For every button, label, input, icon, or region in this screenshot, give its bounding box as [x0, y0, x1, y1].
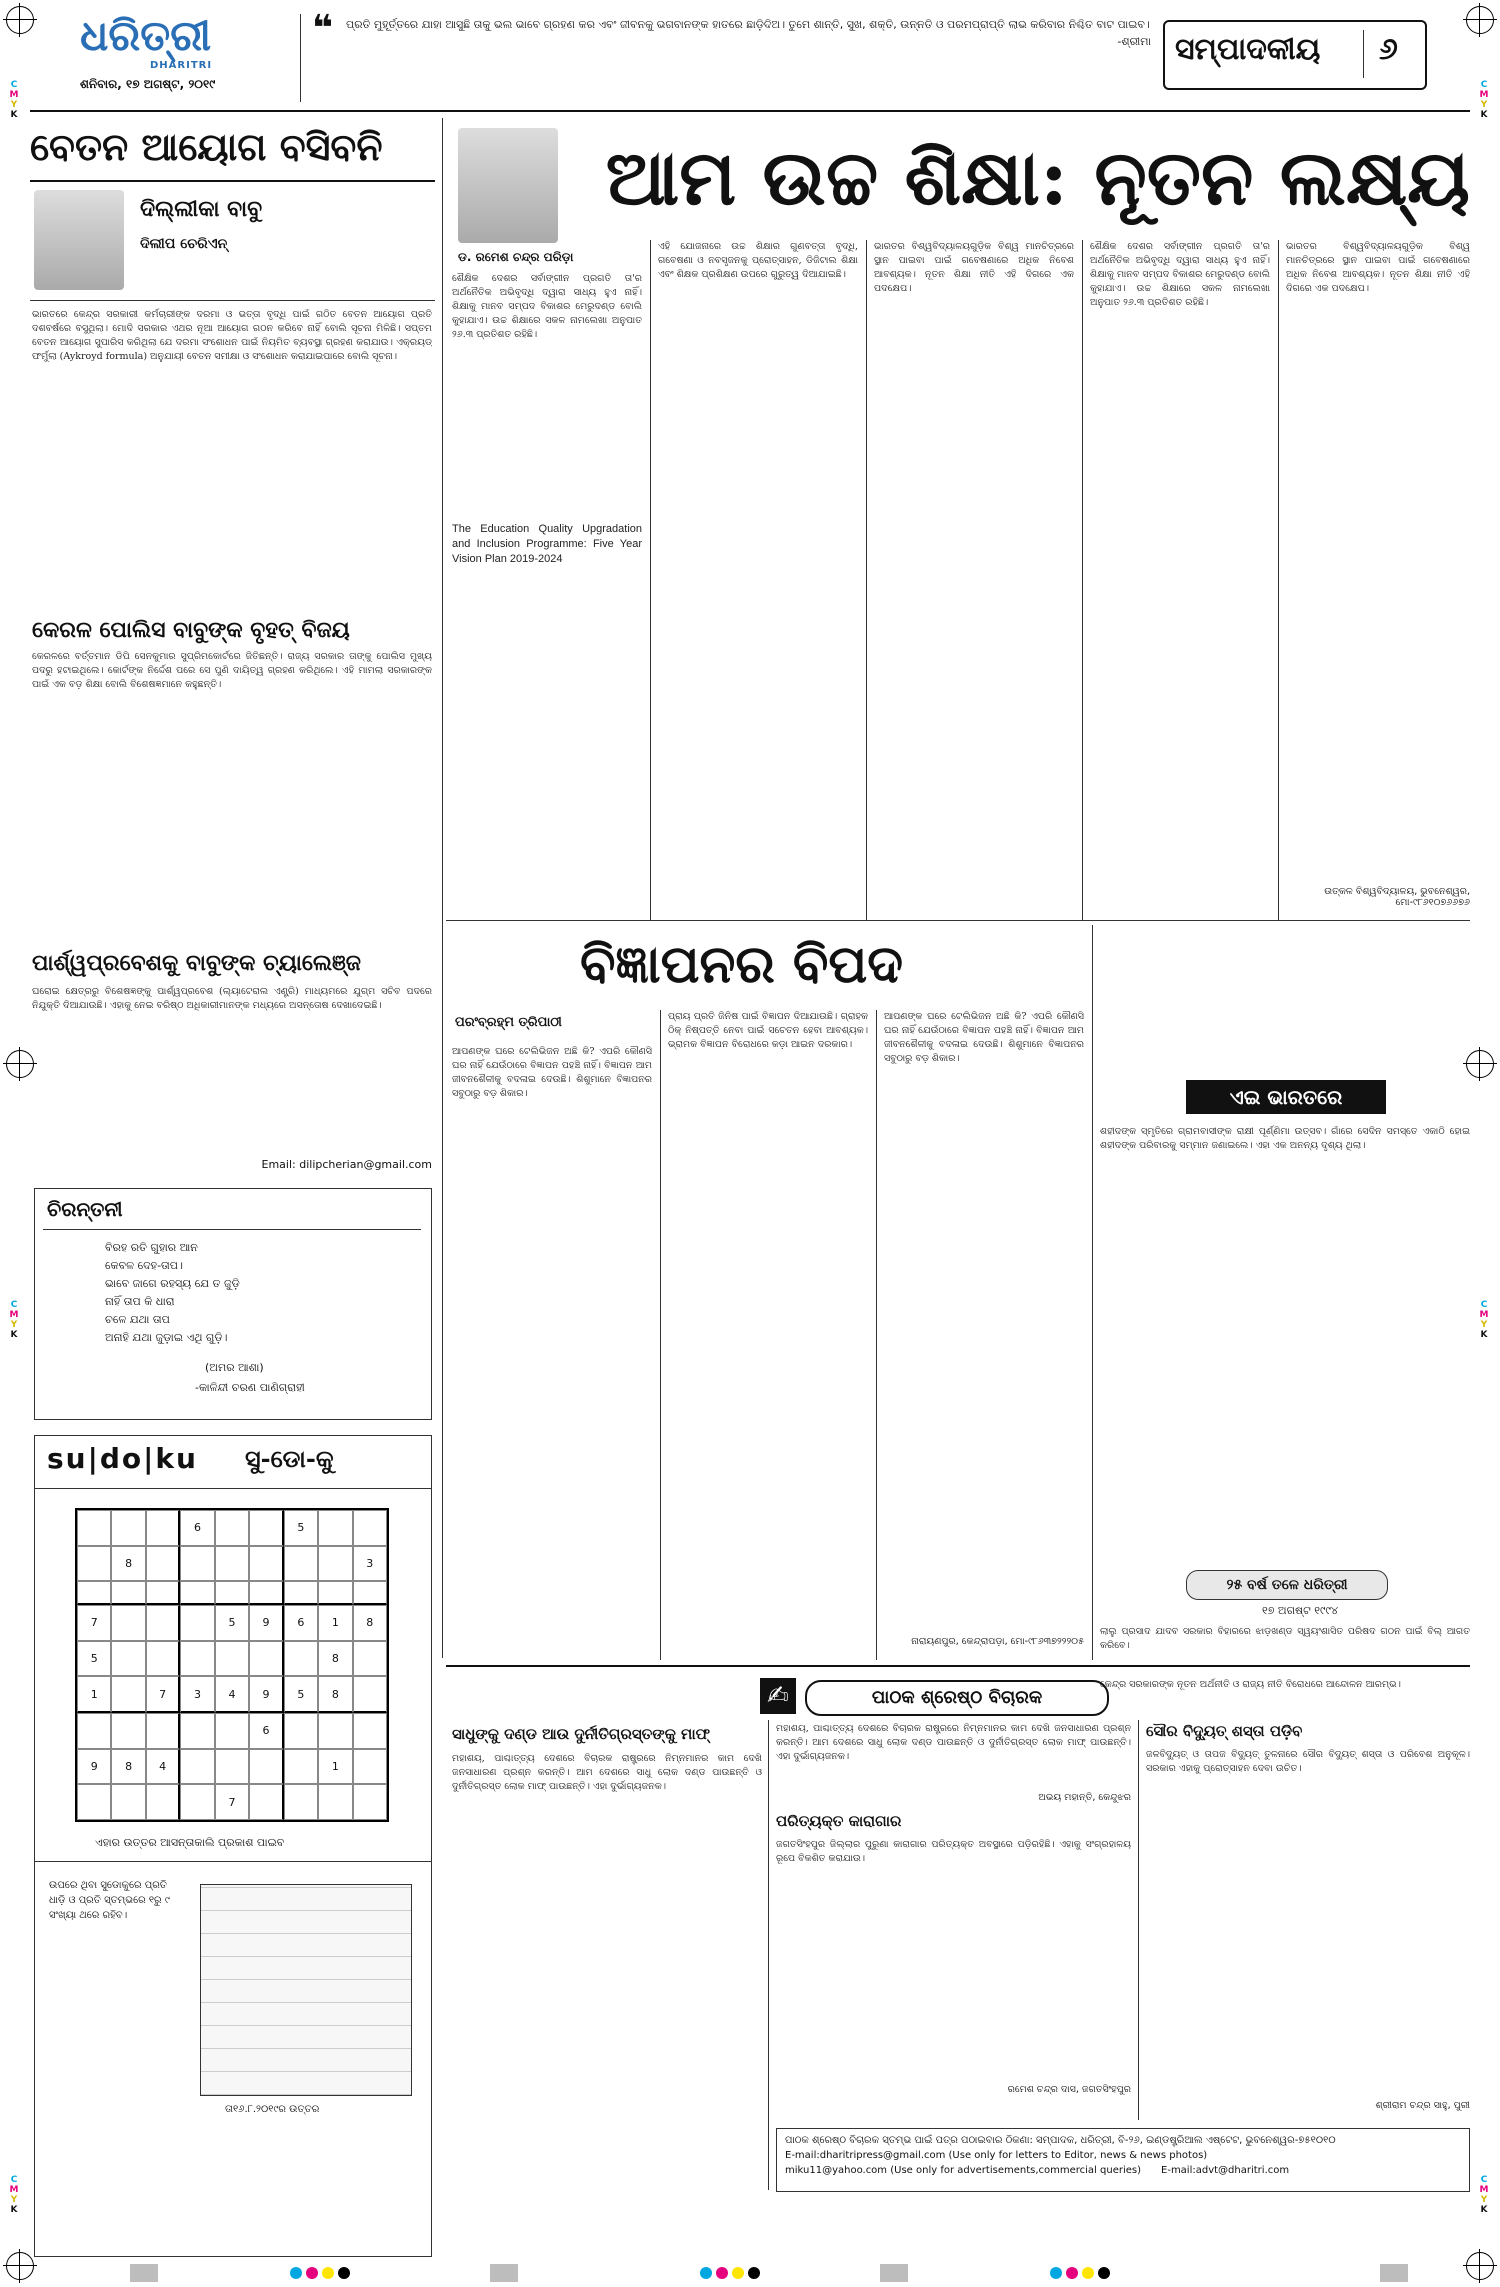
letter-2-title: ପରିତ୍ୟକ୍ତ କାରାଗାର	[776, 1812, 902, 1830]
quote-mark-icon: ❝	[312, 8, 334, 49]
chirantani-poet: -କାଳିନ୍ଦୀ ଚରଣ ପାଣିଗ୍ରାହୀ	[195, 1381, 305, 1394]
readers-email-3[interactable]: miku11@yahoo.com (Use only for advertisements,commercial queries)	[785, 2165, 1142, 2176]
sudoku-cell[interactable]	[180, 1784, 214, 1820]
readers-footer-box	[776, 2128, 1470, 2192]
sudoku-cell[interactable]: 8	[111, 1546, 145, 1582]
sudoku-cell[interactable]	[249, 1546, 283, 1582]
main-col-3: ଭାରତର ବିଶ୍ୱବିଦ୍ୟାଳୟଗୁଡ଼ିକ ବିଶ୍ୱ ମାନଚିତ୍ରରେ ସ୍ଥାନ ପାଇବା ପାଇଁ ଗବେଷଣାରେ ଅଧିକ ନିବେଶ ଆବଶ୍ୟକ। ନୂତନ ଶିକ୍ଷା ନୀତି ଏହି ଦିଗରେ ଏକ ପଦକ୍ଷେପ।	[874, 241, 1074, 294]
flashback-item-2: କେନ୍ଦ୍ର ସରକାରଙ୍କ ନୂତନ ଅର୍ଥନୀତି ଓ ରାଜ୍ୟ ନୀତି ବିରୋଧରେ ଆନ୍ଦୋଳନ ଆରମ୍ଭ।	[1100, 1679, 1401, 1690]
sudoku-cell[interactable]: 8	[111, 1749, 145, 1785]
sudoku-cell[interactable]	[318, 1581, 352, 1605]
masthead-quote	[346, 16, 1151, 50]
readers-banner: ପାଠକ ଶ୍ରେଷ୍ଠ ବିଚାରକ	[805, 1680, 1109, 1716]
sudoku-cell[interactable]	[215, 1713, 249, 1749]
flashback-item-1: ଲାଲୁ ପ୍ରସାଦ ଯାଦବ ସରକାର ବିହାରରେ ଝାଡ଼ଖଣ୍ଡ ସ୍ୱୟଂଶାସିତ ପରିଷଦ ଗଠନ ପାଇଁ ବିଲ୍ ଆଗତ କରିବେ।	[1100, 1626, 1470, 1651]
sudoku-cell[interactable]: 7	[77, 1605, 111, 1641]
sudoku-cell[interactable]	[284, 1581, 318, 1605]
flashback-banner: ୨୫ ବର୍ଷ ତଳେ ଧରିତ୍ରୀ	[1186, 1570, 1388, 1600]
sudoku-cell[interactable]	[111, 1676, 145, 1713]
main-article-title: ଆମ ଉଚ୍ଚ ଶିକ୍ଷା: ନୂତନ ଲକ୍ଷ୍ୟ	[605, 133, 1470, 222]
sudoku-cell[interactable]: 5	[215, 1605, 249, 1641]
sudoku-cell[interactable]	[146, 1581, 180, 1605]
cmyk-marks-left-2: C M Y K	[9, 1300, 19, 1340]
sudoku-cell[interactable]: 1	[318, 1749, 352, 1785]
sudoku-cell[interactable]	[111, 1784, 145, 1820]
sudoku-cell[interactable]: 1	[77, 1676, 111, 1713]
readers-email-2[interactable]: E-mail:advt@dharitri.com	[1161, 2165, 1290, 2176]
gray-bar	[1380, 2264, 1408, 2282]
sudoku-cell[interactable]: 5	[77, 1641, 111, 1677]
ad-article-author: ପରଂବ୍ରହ୍ମ ତ୍ରିପାଠୀ	[455, 1015, 562, 1030]
quote-text: ପ୍ରତି ମୁହୂର୍ତ୍ତରେ ଯାହା ଆସୁଛି ତାକୁ ଭଲ ଭାବେ ଗ୍ରହଣ କର ଏବଂ ଜୀବନକୁ ଭଗବାନଙ୍କ ହାତରେ ଛାଡ଼ିଦିଅ। ତୁମେ ଶାନ୍ତି, ସୁଖ, ଶକ୍ତି, ଉନ୍ନତି ଓ ପରମପ୍ରାପ୍ତି ଲାଭ କରିବାର ନିଶ୍ଚିତ ବାଟ ପାଇବ।	[346, 18, 1150, 31]
previous-answer-date: ତା୧୬.୮.୨୦୧୯ର ଉତ୍ତର	[225, 2104, 320, 2115]
yellow-dot	[732, 2267, 744, 2279]
letter-1-continued	[776, 1722, 1131, 1792]
sudoku-title-odia: ସୁ-ଡୋ-କୁ	[245, 1444, 334, 1473]
sudoku-cell[interactable]	[180, 1641, 214, 1677]
letter-2-text: ଜଗତସିଂହପୁର ଜିଲ୍ଲାର ପୁରୁଣା କାରାଗାର ପରିତ୍ୟକ୍ତ ଅବସ୍ଥାରେ ପଡ଼ିରହିଛି। ଏହାକୁ ସଂଗ୍ରହାଳୟ ରୂପେ ବିକଶିତ କରାଯାଉ।	[776, 1839, 1131, 1864]
sudoku-cell[interactable]	[249, 1749, 283, 1785]
readers-address: ପାଠକ ଶ୍ରେଷ୍ଠ ବିଚାରକ ସ୍ତମ୍ଭ ପାଇଁ ପତ୍ର ପଠାଇବାର ଠିକଣା: ସମ୍ପାଦକ, ଧରିତ୍ରୀ, ବି-୨୬, ଇଣ୍ଡଷ୍ଟ୍ରିଆଲ ଏଷ୍ଟେଟ, ଭୁବନେଶ୍ୱର-୭୫୧୦୧୦	[785, 2135, 1336, 2146]
sudoku-cell[interactable]: 3	[180, 1676, 214, 1713]
sudoku-cell[interactable]	[353, 1510, 387, 1546]
sudoku-cell[interactable]: 9	[249, 1676, 283, 1713]
sudoku-cell[interactable]: 5	[284, 1510, 318, 1546]
sudoku-cell[interactable]	[249, 1510, 283, 1546]
sudoku-cell[interactable]	[77, 1713, 111, 1749]
sudoku-cell[interactable]	[318, 1713, 352, 1749]
sudoku-instructions: ଉପରେ ଥିବା ସୁଡୋକୁରେ ପ୍ରତି ଧାଡ଼ି ଓ ପ୍ରତି ସ୍ତମ୍ଭରେ ୧ରୁ ୯ ସଂଖ୍ୟା ଥରେ ରହିବ।	[49, 1880, 170, 1921]
sudoku-cell[interactable]	[353, 1641, 387, 1677]
cyan-dot	[700, 2267, 712, 2279]
previous-answer-grid	[200, 1884, 412, 2096]
yellow-dot	[322, 2267, 334, 2279]
col1-title-box	[30, 118, 435, 182]
sudoku-cell[interactable]	[215, 1641, 249, 1677]
readers-email-1[interactable]: E-mail:dharitripress@gmail.com (Use only for letters to Editor, news & news photos)	[785, 2150, 1208, 2161]
sudoku-grid[interactable]	[75, 1508, 389, 1822]
sudoku-cell[interactable]	[180, 1749, 214, 1785]
main-article-author: ଡ. ରମେଶ ଚନ୍ଦ୍ର ପରିଡ଼ା	[458, 250, 574, 264]
sudoku-cell[interactable]: 9	[249, 1605, 283, 1641]
sudoku-cell[interactable]: 6	[180, 1510, 214, 1546]
masthead-logo-block	[80, 12, 290, 102]
col1-para2: କେରଳରେ ବର୍ତ୍ତମାନ ଡିପି ସେନକୁମାର ସୁପ୍ରିମକୋର୍ଟରେ ଜିତିଛନ୍ତି। ରାଜ୍ୟ ସରକାର ତାଙ୍କୁ ପୋଲିସ ମୁଖ୍ୟ ପଦରୁ ହଟାଇଥିଲେ। କୋର୍ଟଙ୍କ ନିର୍ଦ୍ଦେଶ ପରେ ସେ ପୁଣି ଦାୟିତ୍ୱ ଗ୍ରହଣ କରିଥିଲେ। ଏହି ମାମଲା ସରକାରଙ୍କ ପାଇଁ ଏକ ବଡ଼ ଶିକ୍ଷା ବୋଲି ବିଶେଷଜ୍ଞମାନେ କହୁଛନ୍ତି।	[32, 651, 432, 690]
quote-author: -ଶ୍ରୀମା	[1117, 35, 1151, 48]
sudoku-cell[interactable]: 8	[318, 1676, 352, 1713]
section-title: ସମ୍ପାଦକୀୟ	[1175, 32, 1321, 67]
registration-mark-top-right	[1466, 6, 1494, 34]
sudoku-cell[interactable]	[353, 1713, 387, 1749]
sudoku-cell[interactable]: 9	[77, 1749, 111, 1785]
section-title-box	[1163, 20, 1427, 90]
readers-icon: ✍	[760, 1678, 796, 1714]
registration-mark-mid-right	[1466, 1050, 1494, 1078]
cmyk-marks-right-3: C M Y K	[1479, 2175, 1489, 2215]
cmyk-marks-right: C M Y K	[1479, 80, 1489, 120]
sudoku-cell[interactable]	[215, 1546, 249, 1582]
registration-mark-bottom-right	[1466, 2252, 1494, 2280]
ad-article-title: ବିଜ୍ଞାପନର ବିପଦ	[580, 934, 904, 995]
registration-mark-mid-left	[6, 1050, 34, 1078]
aei-bharatare-text: ଶହୀଦଙ୍କ ସ୍ମୃତିରେ ଗ୍ରାମବାସୀଙ୍କ ରାକ୍ଷୀ ପୂର୍ଣ୍ଣିମା ଉତ୍ସବ। ଗାଁରେ ସେଦିନ ସମସ୍ତେ ଏକାଠି ହୋଇ ଶହୀଦଙ୍କ ପରିବାରକୁ ସମ୍ମାନ ଜଣାଇଲେ। ଏହା ଏକ ଅନନ୍ୟ ଦୃଶ୍ୟ ଥିଲା।	[1100, 1126, 1470, 1151]
letter-2-sign: ରମେଶ ଚନ୍ଦ୍ର ଦାସ, ଜଗତସିଂହପୁର	[1007, 2084, 1131, 2095]
col1-para3: ଘରୋଇ କ୍ଷେତ୍ରରୁ ବିଶେଷଜ୍ଞଙ୍କୁ ପାର୍ଶ୍ୱପ୍ରବେଶ (ଲ୍ୟାଟେରାଲ ଏଣ୍ଟ୍ରି) ମାଧ୍ୟମରେ ଯୁଗ୍ମ ସଚିବ ପଦରେ ନିଯୁକ୍ତି ଦିଆଯାଉଛି। ଏହାକୁ ନେଇ ବରିଷ୍ଠ ଅଧିକାରୀମାନଙ୍କ ମଧ୍ୟରେ ଅସନ୍ତୋଷ ଦେଖାଦେଇଛି।	[32, 986, 432, 1011]
sudoku-cell[interactable]	[180, 1581, 214, 1605]
sudoku-cell[interactable]: 5	[284, 1676, 318, 1713]
main-col-2: ଏହି ଯୋଜନାରେ ଉଚ୍ଚ ଶିକ୍ଷାର ଗୁଣବତ୍ତା ବୃଦ୍ଧି, ଗବେଷଣା ଓ ନବସୃଜନକୁ ପ୍ରୋତ୍ସାହନ, ଡିଜିଟାଲ ଶିକ୍ଷା ଏବଂ ଶିକ୍ଷକ ପ୍ରଶିକ୍ଷଣ ଉପରେ ଗୁରୁତ୍ୱ ଦିଆଯାଇଛି।	[658, 241, 858, 280]
sudoku-cell[interactable]	[146, 1605, 180, 1641]
sudoku-cell[interactable]	[77, 1546, 111, 1582]
sudoku-cell[interactable]	[146, 1546, 180, 1582]
sudoku-cell[interactable]	[249, 1581, 283, 1605]
sudoku-cell[interactable]	[215, 1749, 249, 1785]
letter-3-title: ସୌର ବିଦ୍ୟୁତ୍ ଶସ୍ତା ପଡ଼ିବ	[1146, 1722, 1303, 1740]
gray-bar	[130, 2264, 158, 2282]
aei-bharatare-banner: ଏଇ ଭାରତରେ	[1186, 1080, 1386, 1114]
sudoku-box	[34, 1435, 432, 2257]
sudoku-cell[interactable]	[111, 1713, 145, 1749]
sudoku-cell[interactable]	[284, 1546, 318, 1582]
page-number: ୬	[1379, 32, 1398, 67]
main-col-4: ଶୈକ୍ଷିକ ଦେଶର ସର୍ବାଙ୍ଗୀନ ପ୍ରଗତି ତା'ର ଅର୍ଥନୈତିକ ଅଭିବୃଦ୍ଧି ଦ୍ୱାରା ସାଧ୍ୟ ହୁଏ ନାହିଁ। ଶିକ୍ଷାକୁ ମାନବ ସମ୍ପଦ ବିକାଶର ମେରୁଦଣ୍ଡ ବୋଲି କୁହାଯାଏ। ଉଚ୍ଚ ଶିକ୍ଷାରେ ସକଳ ନାମଲେଖା ଅନୁପାତ ୨୬.୩ ପ୍ରତିଶତ ରହିଛି।	[1090, 241, 1270, 308]
col1-email[interactable]: Email: dilipcherian@gmail.com	[261, 1158, 432, 1171]
column-name: ଦିଲ୍ଲୀକା ବାବୁ	[140, 196, 263, 222]
sudoku-cell[interactable]	[180, 1713, 214, 1749]
chirantani-title: ଚିରନ୍ତନୀ	[47, 1197, 123, 1221]
col1-byline	[140, 196, 430, 252]
magenta-dot	[1066, 2267, 1078, 2279]
chirantani-box	[34, 1188, 432, 1420]
sudoku-cell[interactable]: 7	[146, 1676, 180, 1713]
sudoku-answer-note: ଏହାର ଉତ୍ତର ଆସନ୍ତାକାଲି ପ୍ରକାଶ ପାଇବ	[95, 1836, 285, 1849]
sudoku-cell[interactable]	[353, 1581, 387, 1605]
col1-author: ଦିଲୀପ ଚେରିଏନ୍	[140, 236, 228, 252]
sudoku-cell[interactable]	[180, 1605, 214, 1641]
yellow-dot	[1082, 2267, 1094, 2279]
sudoku-cell[interactable]	[111, 1641, 145, 1677]
letter-1-text-cont: ମହାଶୟ, ପାଶ୍ଚାତ୍ତ୍ୟ ଦେଶରେ ବିଚାରକ ରାଷ୍ଟ୍ରରେ ନିମ୍ନମାନର କାମ ଦେଖି ଜନସାଧାରଣ ପ୍ରଶ୍ନ କରନ୍ତି। ଆମ ଦେଶରେ ସାଧୁ ଲୋକ ଦଣ୍ଡ ପାଉଛନ୍ତି ଓ ଦୁର୍ନୀତିଗ୍ରସ୍ତ ଲୋକ ମାଫ୍ ପାଉଛନ୍ତି। ଏହା ଦୁର୍ଭାଗ୍ୟଜନକ।	[776, 1723, 1131, 1762]
main-col-5: ଭାରତର ବିଶ୍ୱବିଦ୍ୟାଳୟଗୁଡ଼ିକ ବିଶ୍ୱ ମାନଚିତ୍ରରେ ସ୍ଥାନ ପାଇବା ପାଇଁ ଗବେଷଣାରେ ଅଧିକ ନିବେଶ ଆବଶ୍ୟକ। ନୂତନ ଶିକ୍ଷା ନୀତି ଏହି ଦିଗରେ ଏକ ପଦକ୍ଷେପ।	[1286, 241, 1470, 294]
sudoku-cell[interactable]	[249, 1784, 283, 1820]
sudoku-cell[interactable]	[318, 1510, 352, 1546]
sudoku-cell[interactable]	[146, 1784, 180, 1820]
chirantani-source: (ଅମର ଆଶା)	[205, 1361, 264, 1374]
magenta-dot	[716, 2267, 728, 2279]
sudoku-cell[interactable]	[111, 1605, 145, 1641]
sudoku-cell[interactable]	[111, 1581, 145, 1605]
letter-3-sign: ଶ୍ରୀରାମ ଚନ୍ଦ୍ର ସାହୁ, ପୁରୀ	[1375, 2100, 1470, 2111]
sudoku-cell[interactable]	[318, 1546, 352, 1582]
ad-col-1: ଆପଣଙ୍କ ଘରେ ଟେଲିଭିଜନ ଅଛି କି? ଏପରି କୌଣସି ଘର ନାହିଁ ଯେଉଁଠାରେ ବିଜ୍ଞାପନ ପହଞ୍ଚି ନାହିଁ। ବିଜ୍ଞାପନ ଆମ ଜୀବନଶୈଳୀକୁ ବଦଳାଇ ଦେଉଛି। ଶିଶୁମାନେ ବିଜ୍ଞାପନର ସବୁଠାରୁ ବଡ଼ ଶିକାର।	[452, 1046, 652, 1099]
author-photo-dilip	[34, 190, 124, 290]
sudoku-cell[interactable]	[249, 1641, 283, 1677]
magenta-dot	[306, 2267, 318, 2279]
author-photo-paridha	[458, 128, 558, 243]
sudoku-cell[interactable]	[146, 1641, 180, 1677]
black-dot	[748, 2267, 760, 2279]
col1-para1: ଭାରତରେ କେନ୍ଦ୍ର ସରକାରୀ କର୍ମଚାରୀଙ୍କ ଦରମା ଓ ଭତ୍ତା ବୃଦ୍ଧି ପାଇଁ ଗଠିତ ବେତନ ଆୟୋଗ ପ୍ରତି ଦଶବର୍ଷରେ ବସୁଥିଲା। ମୋଦି ସରକାର ଏଥର ନୂଆ ଆୟୋଗ ଗଠନ କରିବେ ନାହିଁ ବୋଲି ସୂଚନା ମିଳିଛି। ସପ୍ତମ ବେତନ ଆୟୋଗ ସୁପାରିସ କରିଥିଲା ଯେ ଦରମା ସଂଶୋଧନ ପାଇଁ ନିୟମିତ ବ୍ୟବସ୍ଥା ଗ୍ରହଣ କରାଯାଉ। ଏକ୍ରୟଡ୍ ଫର୍ମୁଲା (Aykroyd formula) ଅନୁଯାୟୀ ବେତନ ସମୀକ୍ଷା ଓ ସଂଶୋଧନ କରାଯାଇପାରେ ବୋଲି ସୂଚନା।	[32, 309, 432, 362]
letter-1-text: ମହାଶୟ, ପାଶ୍ଚାତ୍ତ୍ୟ ଦେଶରେ ବିଚାରକ ରାଷ୍ଟ୍ରରେ ନିମ୍ନମାନର କାମ ଦେଖି ଜନସାଧାରଣ ପ୍ରଶ୍ନ କରନ୍ତି। ଆମ ଦେଶରେ ସାଧୁ ଲୋକ ଦଣ୍ଡ ପାଉଛନ୍ତି ଓ ଦୁର୍ନୀତିଗ୍ରସ୍ତ ଲୋକ ମାଫ୍ ପାଉଛନ୍ତି। ଏହା ଦୁର୍ଭାଗ୍ୟଜନକ।	[452, 1753, 762, 1792]
cmyk-marks-left: C M Y K	[9, 80, 19, 120]
sudoku-cell[interactable]	[215, 1581, 249, 1605]
sudoku-cell[interactable]	[180, 1546, 214, 1582]
sudoku-cell[interactable]	[215, 1510, 249, 1546]
logo-subtitle: DHARITRI	[150, 60, 213, 71]
main-para-1: ଶୈକ୍ଷିକ ଦେଶର ସର୍ବାଙ୍ଗୀନ ପ୍ରଗତି ତା'ର ଅର୍ଥନୈତିକ ଅଭିବୃଦ୍ଧି ଦ୍ୱାରା ସାଧ୍ୟ ହୁଏ ନାହିଁ। ଶିକ୍ଷାକୁ ମାନବ ସମ୍ପଦ ବିକାଶର ମେରୁଦଣ୍ଡ ବୋଲି କୁହାଯାଏ। ଉଚ୍ଚ ଶିକ୍ଷାରେ ସକଳ ନାମଲେଖା ଅନୁପାତ ୨୬.୩ ପ୍ରତିଶତ ରହିଛି।	[452, 273, 642, 340]
letter-1-title: ସାଧୁଙ୍କୁ ଦଣ୍ଡ ଆଉ ଦୁର୍ନୀତିଗ୍ରସ୍ତଙ୍କୁ ମାଫ୍	[452, 1725, 711, 1743]
gray-bar	[880, 2264, 908, 2282]
col1-subhead-1: କେରଳ ପୋଲିସ ବାବୁଙ୍କ ବୃହତ୍ ବିଜୟ	[32, 617, 350, 643]
sudoku-cell[interactable]	[146, 1510, 180, 1546]
sudoku-cell[interactable]	[284, 1784, 318, 1820]
sudoku-cell[interactable]	[77, 1510, 111, 1546]
sudoku-cell[interactable]	[353, 1784, 387, 1820]
registration-mark-bottom-left	[6, 2252, 34, 2280]
letter-3-text: ଜଳବିଦ୍ୟୁତ୍ ଓ ତାପଜ ବିଦ୍ୟୁତ୍ ତୁଳନାରେ ସୌର ବିଦ୍ୟୁତ୍ ଶସ୍ତା ଓ ପରିବେଶ ଅନୁକୂଳ। ସରକାର ଏହାକୁ ପ୍ରୋତ୍ସାହନ ଦେବା ଉଚିତ।	[1146, 1749, 1470, 1774]
main-english-title: The Education Quality Upgradation and Inclusion Programme: Five Year Vision Plan 2019-2024	[452, 523, 642, 565]
cmyk-marks-right-2: C M Y K	[1479, 1300, 1489, 1340]
sudoku-cell[interactable]: 6	[249, 1713, 283, 1749]
letter-1-sign: ଅଭୟ ମହାନ୍ତି, କେନ୍ଦୁଝର	[1038, 1792, 1131, 1803]
ad-col-3: ଆପଣଙ୍କ ଘରେ ଟେଲିଭିଜନ ଅଛି କି? ଏପରି କୌଣସି ଘର ନାହିଁ ଯେଉଁଠାରେ ବିଜ୍ଞାପନ ପହଞ୍ଚି ନାହିଁ। ବିଜ୍ଞାପନ ଆମ ଜୀବନଶୈଳୀକୁ ବଦଳାଇ ଦେଉଛି। ଶିଶୁମାନେ ବିଜ୍ଞାପନର ସବୁଠାରୁ ବଡ଼ ଶିକାର।	[884, 1011, 1084, 1064]
cyan-dot	[290, 2267, 302, 2279]
sudoku-cell[interactable]: 3	[353, 1546, 387, 1582]
col1-title: ବେତନ ଆୟୋଗ ବସିବନି	[30, 124, 383, 169]
sudoku-cell[interactable]	[284, 1749, 318, 1785]
sudoku-cell[interactable]	[284, 1713, 318, 1749]
sudoku-title: su|do|ku	[47, 1442, 198, 1475]
main-article-signoff: ଉତ୍କଳ ବିଶ୍ୱବିଦ୍ୟାଳୟ, ଭୁବନେଶ୍ୱର, ମୋ-୯୮୬୧୦୭୬୬୭୬	[1324, 886, 1470, 908]
sudoku-cell[interactable]: 4	[146, 1749, 180, 1785]
col1-subhead-2: ପାର୍ଶ୍ୱପ୍ରବେଶକୁ ବାବୁଙ୍କ ଚ୍ୟାଲେଞ୍ଜ	[32, 950, 361, 976]
chirantani-poem: ବିରହ ରତି ଗୁହାର ଆନ କେବଳ ଦେହ-ତାପ। ଭାବେ ଜାଗେ ରହସ୍ୟ ଯେ ତ ଜୁଡ଼ି ନାହିଁ ତାପ କି ଧାରା ଚଳେ ଯଥା ତାପ ଅନାହି ଯଥା ଜୁଡ଼ାଇ ଏଥି ଗୁଡ଼ି।	[105, 1241, 240, 1344]
sudoku-cell[interactable]	[353, 1749, 387, 1785]
sudoku-cell[interactable]: 4	[215, 1676, 249, 1713]
gray-bar	[490, 2264, 518, 2282]
flashback-date: ୧୭ ଅଗଷ୍ଟ ୧୯୯୪	[1261, 1604, 1339, 1617]
sudoku-cell[interactable]: 8	[318, 1641, 352, 1677]
masthead-date: ଶନିବାର, ୧୭ ଅଗଷ୍ଟ, ୨୦୧୯	[80, 77, 216, 91]
sudoku-cell[interactable]: 7	[215, 1784, 249, 1820]
main-col-1	[452, 272, 642, 912]
sudoku-cell[interactable]	[318, 1784, 352, 1820]
ad-col-2: ପ୍ରାୟ ପ୍ରତି ଜିନିଷ ପାଇଁ ବିଜ୍ଞାପନ ଦିଆଯାଉଛି। ଗ୍ରାହକ ଠିକ୍ ନିଷ୍ପତ୍ତି ନେବା ପାଇଁ ସଚେତନ ହେବା ଆବଶ୍ୟକ। ଭ୍ରାମକ ବିଜ୍ଞାପନ ବିରୋଧରେ କଡ଼ା ଆଇନ ଦରକାର।	[668, 1011, 868, 1050]
sudoku-cell[interactable]	[77, 1784, 111, 1820]
black-dot	[338, 2267, 350, 2279]
cyan-dot	[1050, 2267, 1062, 2279]
sudoku-cell[interactable]	[353, 1676, 387, 1713]
cmyk-marks-left-3: C M Y K	[9, 2175, 19, 2215]
sudoku-cell[interactable]	[146, 1713, 180, 1749]
sudoku-cell[interactable]: 8	[353, 1605, 387, 1641]
sudoku-cell[interactable]	[77, 1581, 111, 1605]
logo: ଧରିତ୍ରୀ	[80, 11, 212, 60]
black-dot	[1098, 2267, 1110, 2279]
registration-mark-top-left	[6, 6, 34, 34]
sudoku-cell[interactable]	[111, 1510, 145, 1546]
sudoku-cell[interactable]	[284, 1641, 318, 1677]
sudoku-cell[interactable]: 1	[318, 1605, 352, 1641]
ad-article-signoff: ନାରାୟଣପୁର, କେନ୍ଦ୍ରାପଡ଼ା, ମୋ-୯୮୬୩୭୨୨୨୦୫	[911, 1636, 1084, 1647]
sudoku-cell[interactable]: 6	[284, 1605, 318, 1641]
